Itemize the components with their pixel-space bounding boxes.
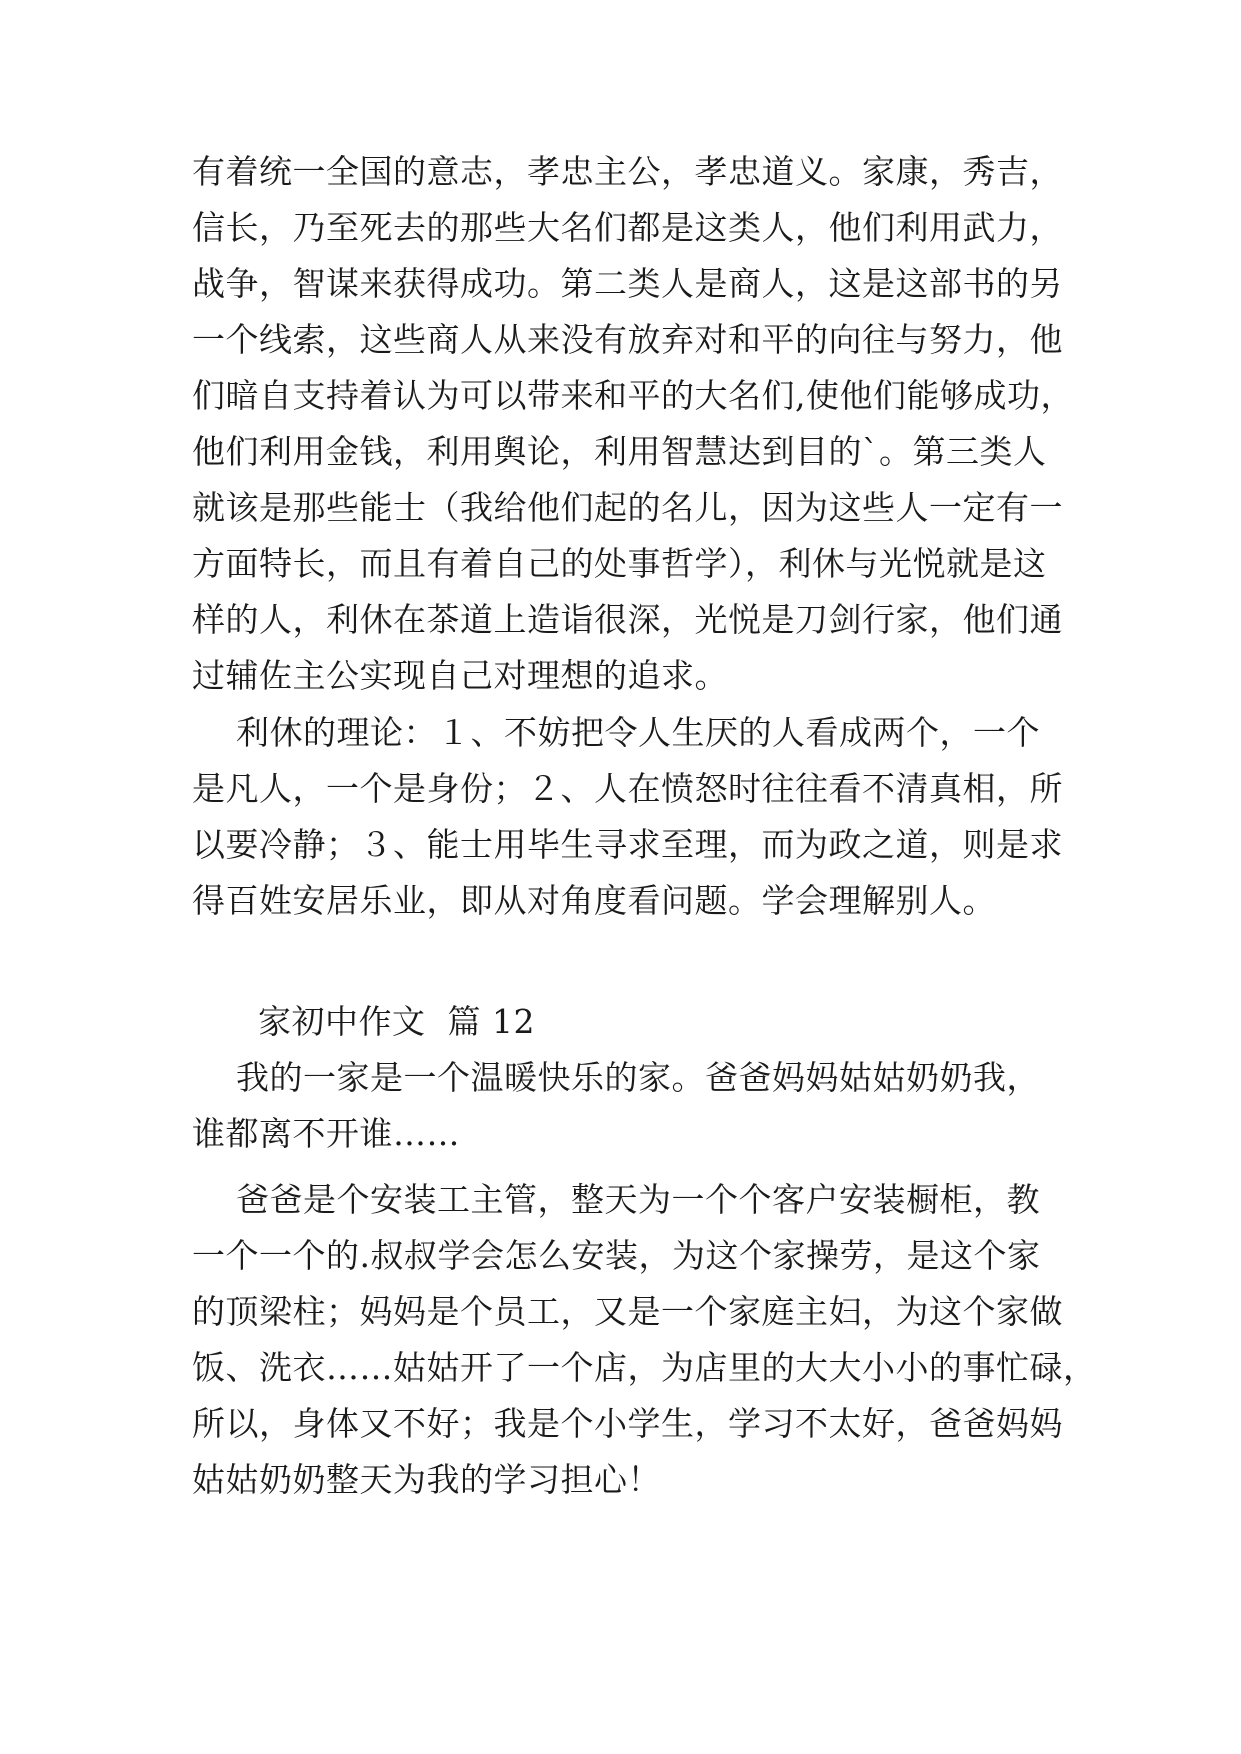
- text-line: 我的一家是一个温暖快乐的家。爸爸妈妈姑姑奶奶我，: [192, 1058, 1040, 1097]
- text-line: 爸爸是个安装工主管，整天为一个个客户安装橱柜，教: [192, 1180, 1040, 1219]
- text-line: 信长，乃至死去的那些大名们都是这类人，他们利用武力，: [192, 208, 1063, 247]
- text-line: 他们利用金钱，利用舆论，利用智慧达到目的`。第三类人: [192, 432, 1047, 471]
- text-line: 一个线索，这些商人从来没有放弃对和平的向往与努力，他: [192, 320, 1063, 359]
- text-line: 利休的理论：１、不妨把令人生厌的人看成两个，一个: [192, 713, 1040, 752]
- text-line: 姑姑奶奶整天为我的学习担心！: [192, 1460, 661, 1499]
- text-line: 战争，智谋来获得成功。第二类人是商人，这是这部书的另: [192, 264, 1063, 303]
- text-line: 谁都离不开谁……: [192, 1114, 460, 1153]
- text-line: 样的人，利休在茶道上造诣很深，光悦是刀剑行家，他们通: [192, 600, 1063, 639]
- text-line: 过辅佐主公实现自己对理想的追求。: [192, 656, 728, 695]
- text-line: 以要冷静；３、能士用毕生寻求至理，而为政之道，则是求: [192, 825, 1063, 864]
- text-line: 饭、洗衣……姑姑开了一个店，为店里的大大小小的事忙碌，: [192, 1348, 1097, 1387]
- text-line: 们暗自支持着认为可以带来和平的大名们,使他们能够成功，: [192, 376, 1074, 415]
- text-line: 就该是那些能士（我给他们起的名儿，因为这些人一定有一: [192, 488, 1063, 527]
- text-line: 有着统一全国的意志，孝忠主公，孝忠道义。家康，秀吉，: [192, 152, 1063, 191]
- text-line: 一个一个的.叔叔学会怎么安装，为这个家操劳，是这个家: [192, 1236, 1041, 1275]
- text-line: 得百姓安居乐业，即从对角度看问题。学会理解别人。: [192, 881, 996, 920]
- text-line: 是凡人，一个是身份；２、人在愤怒时往往看不清真相，所: [192, 769, 1063, 808]
- text-line: 所以，身体又不好；我是个小学生，学习不太好，爸爸妈妈: [192, 1404, 1063, 1443]
- text-line: 方面特长，而且有着自己的处事哲学），利休与光悦就是这: [192, 544, 1047, 583]
- text-line: 的顶梁柱；妈妈是个员工，又是一个家庭主妇，为这个家做: [192, 1292, 1063, 1331]
- section-heading: 家初中作文 篇 12: [258, 1002, 535, 1041]
